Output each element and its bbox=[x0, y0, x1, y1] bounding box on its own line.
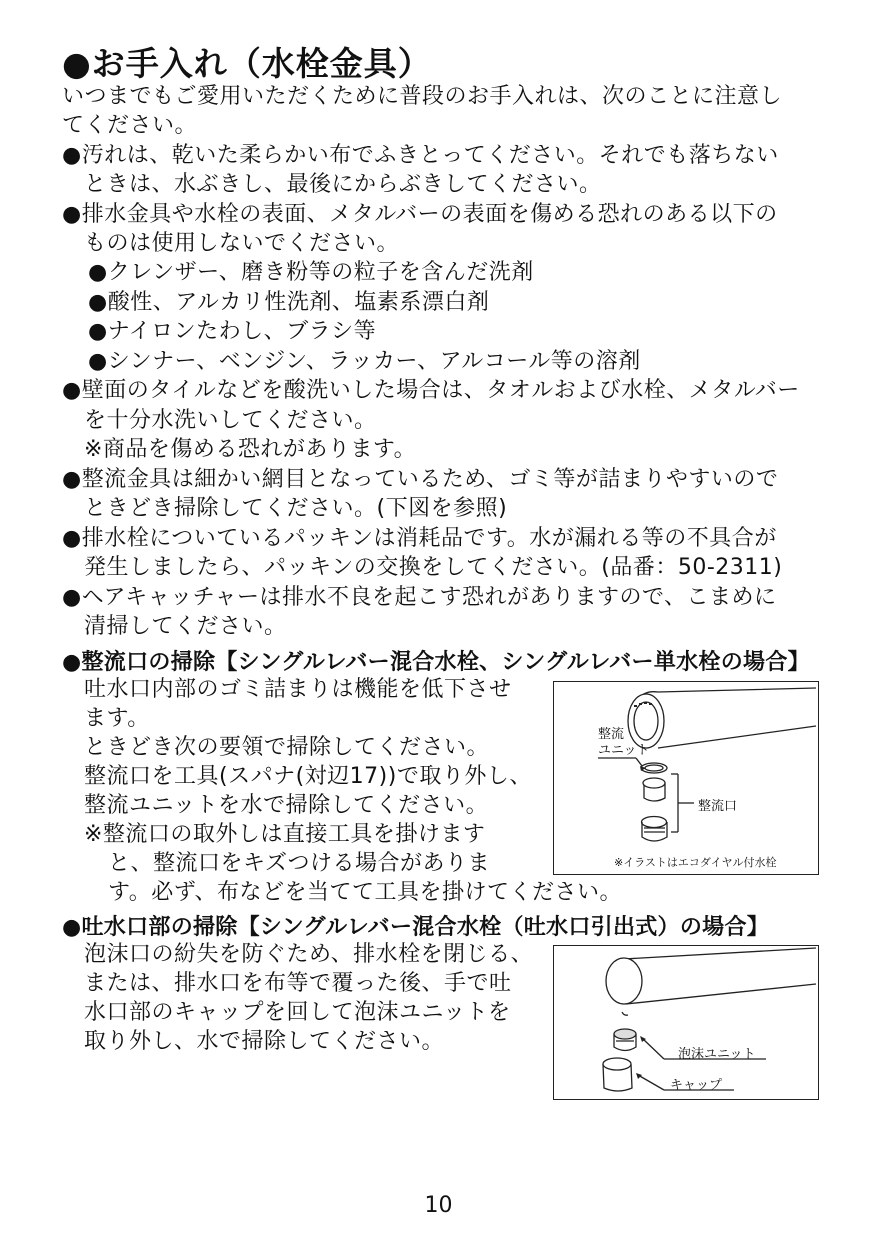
bullet-tile-cont: を十分水洗いしてください。 bbox=[84, 408, 377, 433]
aerator-text-5: 整流ユニットを水で掃除してください。 bbox=[84, 793, 489, 818]
spout-figure bbox=[553, 945, 819, 1100]
bullet-tile: ●壁面のタイルなどを酸洗いした場合は、タオルおよび水栓、メタルバー bbox=[62, 378, 800, 403]
intro-line-2: てください。 bbox=[62, 113, 198, 138]
bullet-avoid-items: ●排水金具や水栓の表面、メタルバーの表面を傷める恐れのある以下の bbox=[62, 202, 778, 227]
bullet-aerator-cont: ときどき掃除してください。(下図を参照) bbox=[84, 496, 508, 521]
sub-item-acid: ●酸性、アルカリ性洗剤、塩素系漂白剤 bbox=[88, 290, 490, 315]
bullet-hair-catcher-cont: 清掃してください。 bbox=[84, 614, 287, 639]
sub-item-solvent: ●シンナー、ベンジン、ラッカー、アルコール等の溶剤 bbox=[88, 349, 641, 374]
aerator-illustration bbox=[554, 682, 818, 874]
spout-text-2: または、排水口を布等で覆った後、手で吐 bbox=[84, 971, 512, 996]
intro-line-1: いつまでもご愛用いただくために普段のお手入れは、次のことに注意し bbox=[62, 84, 783, 109]
label-aerator-unit-1: 整流 bbox=[598, 727, 625, 742]
label-aerator-unit-2: ユニット bbox=[598, 743, 650, 758]
sub-item-nylon: ●ナイロンたわし、ブラシ等 bbox=[88, 319, 377, 344]
aerator-text-4: 整流口を工具(スパナ(対辺17))で取り外し、 bbox=[84, 764, 532, 789]
bullet-dry-wipe-cont: ときは、水ぶきし、最後にからぶきしてください。 bbox=[84, 172, 602, 197]
bullet-dry-wipe: ●汚れは、乾いた柔らかい布でふきとってください。それでも落ちない bbox=[62, 143, 779, 168]
page-title: ●お手入れ（水栓金具） bbox=[62, 44, 432, 83]
figure-note: ※イラストはエコダイヤル付水栓 bbox=[614, 856, 777, 869]
aerator-text-6: ※整流口の取外しは直接工具を掛けます bbox=[84, 822, 486, 847]
aerator-text-1: 吐水口内部のゴミ詰まりは機能を低下させ bbox=[84, 677, 512, 702]
bullet-packing: ●排水栓についているパッキンは消耗品です。水が漏れる等の不具合が bbox=[62, 526, 777, 551]
aerator-figure bbox=[553, 681, 819, 875]
aerator-text-8: す。必ず、布などを当てて工具を掛けてください。 bbox=[108, 880, 622, 905]
label-foam-unit: 泡沫ユニット bbox=[678, 1047, 756, 1062]
spout-text-3: 水口部のキャップを回して泡沫ユニットを bbox=[84, 1000, 511, 1025]
sub-item-cleanser: ●クレンザー、磨き粉等の粒子を含んだ洗剤 bbox=[88, 260, 534, 285]
bullet-packing-cont: 発生しましたら、パッキンの交換をしてください。(品番：50-2311) bbox=[84, 555, 783, 580]
label-aerator-outlet: 整流口 bbox=[698, 799, 738, 814]
aerator-text-2: ます。 bbox=[84, 706, 150, 731]
bullet-avoid-items-cont: ものは使用しないでください。 bbox=[84, 231, 400, 256]
section-aerator-heading: ●整流口の掃除【シングルレバー混合水栓、シングルレバー単水栓の場合】 bbox=[62, 650, 810, 675]
aerator-text-3: ときどき次の要領で掃除してください。 bbox=[84, 735, 490, 760]
label-cap: キャップ bbox=[670, 1078, 723, 1093]
page-number: 10 bbox=[424, 1193, 453, 1218]
spout-text-1: 泡沫口の紛失を防ぐため、排水栓を閉じる、 bbox=[84, 942, 534, 967]
section-spout-heading: ●吐水口部の掃除【シングルレバー混合水栓（吐水口引出式）の場合】 bbox=[62, 915, 770, 940]
bullet-hair-catcher: ●ヘアキャッチャーは排水不良を起こす恐れがありますので、こまめに bbox=[62, 585, 777, 610]
bullet-tile-note: ※商品を傷める恐れがあります。 bbox=[84, 437, 417, 462]
bullet-aerator: ●整流金具は細かい網目となっているため、ゴミ等が詰まりやすいので bbox=[62, 467, 779, 492]
aerator-text-7: と、整流口をキズつける場合がありま bbox=[108, 851, 491, 876]
spout-text-4: 取り外し、水で掃除してください。 bbox=[84, 1029, 445, 1054]
